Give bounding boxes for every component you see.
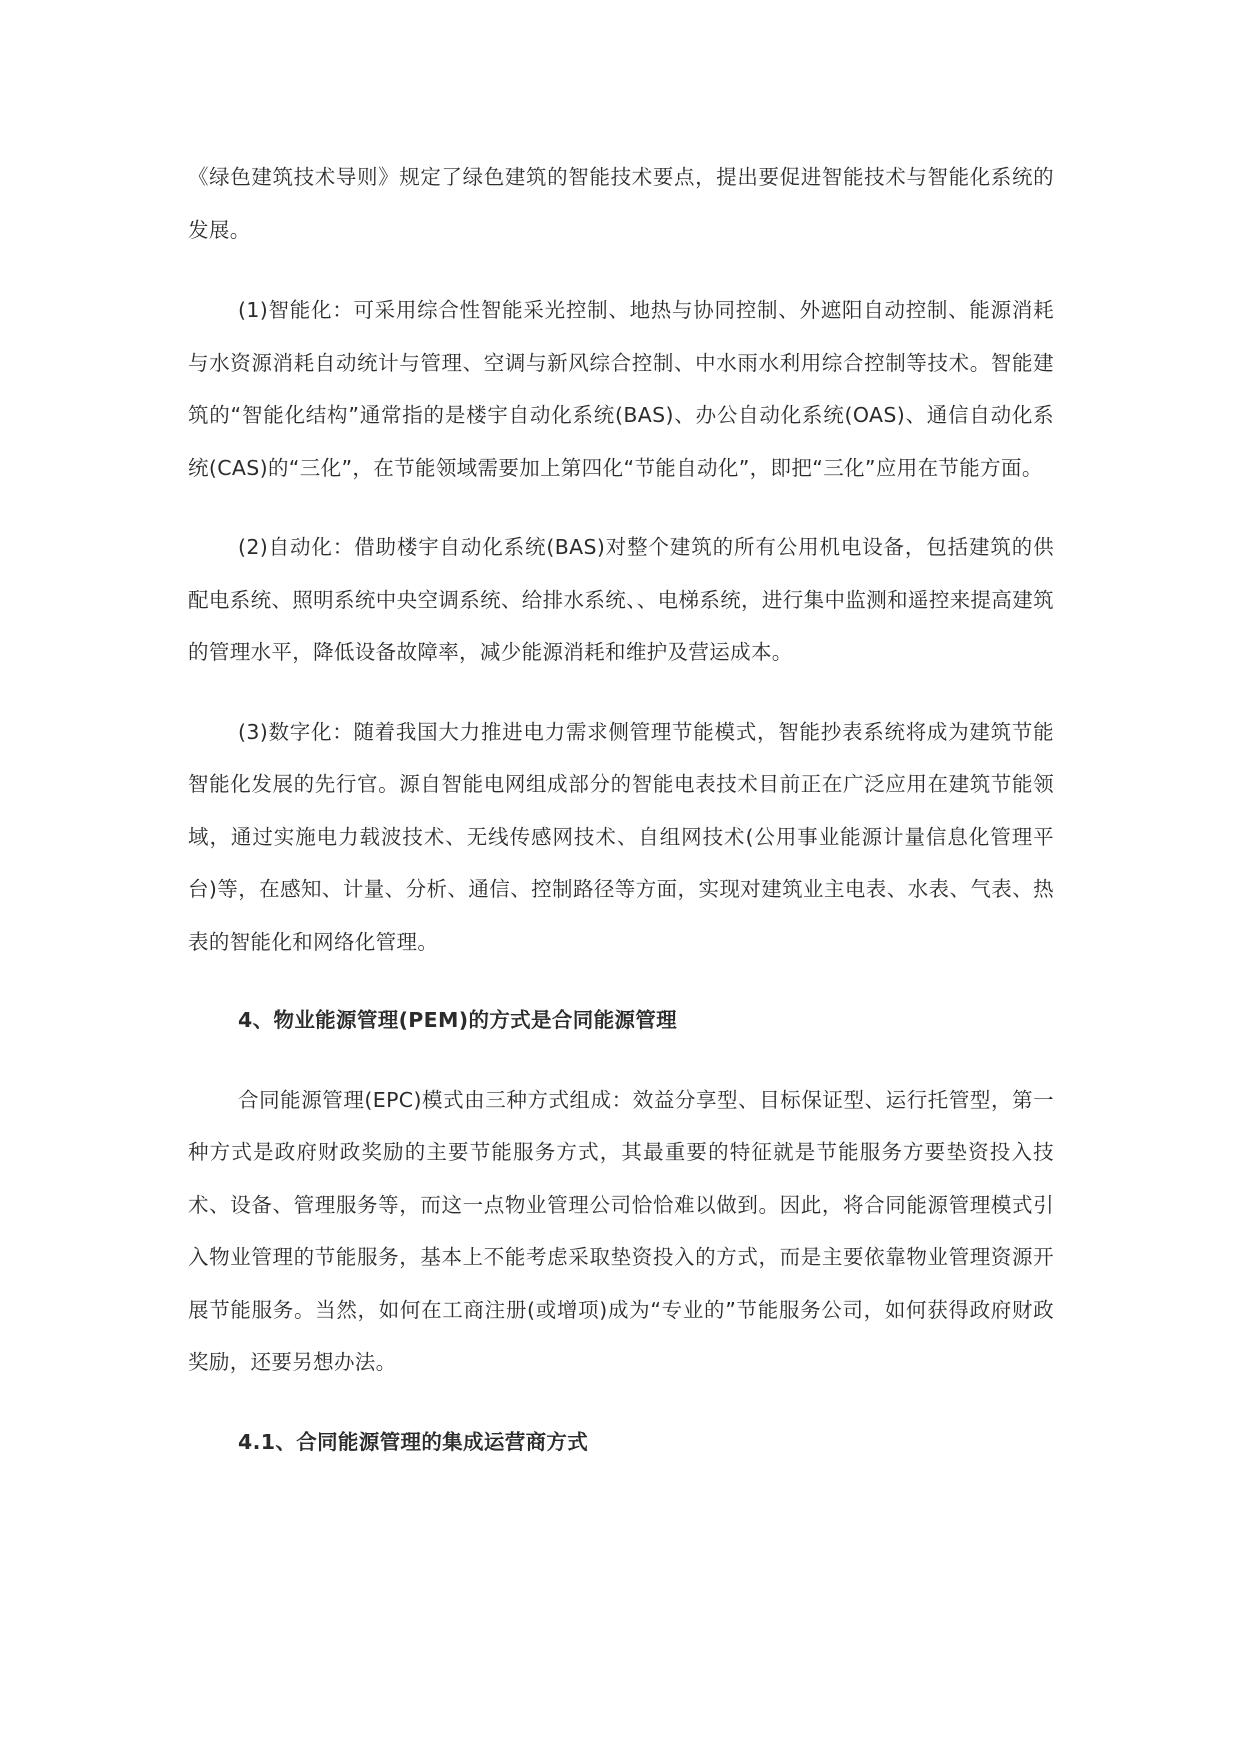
automation-paragraph: (2)自动化：借助楼宇自动化系统(BAS)对整个建筑的所有公用机电设备，包括建筑的供配电系统、照明系统中央空调系统、给排水系统、、电梯系统，进行集中监测和遥控来提高建筑的管理水平，降低设备故障率，减少能源消耗和维护及营运成本。 [188,535,1054,664]
digitalization-paragraph: (3)数字化：随着我国大力推进电力需求侧管理节能模式，智能抄表系统将成为建筑节能智能化发展的先行官。源自智能电网组成部分的智能电表技术目前正在广泛应用在建筑节能领域，通过实施电力载波技术、无线传感网技术、自组网技术(公用事业能源计量信息化管理平台)等，在感知、计量、分析、通信、控制路径等方面，实现对建筑业主电表、水表、气表、热表的智能化和网络化管理。 [188,719,1054,954]
section-heading-4-1: 4.1、合同能源管理的集成运营商方式 [238,1429,589,1454]
intelligence-paragraph: (1)智能化：可采用综合性智能采光控制、地热与协同控制、外遮阳自动控制、能源消耗与水资源消耗自动统计与管理、空调与新风综合控制、中水雨水利用综合控制等技术。智能建筑的“智能化结构”通常指的是楼宇自动化系统(BAS)、办公自动化系统(OAS)、通信自动化系统(CAS)的“三化”，在节能领域需要加上第四化“节能自动化”，即把“三化”应用在节能方面。 [188,298,1054,480]
section-heading-4: 4、物业能源管理(PEM)的方式是合同能源管理 [238,1008,677,1032]
epc-paragraph: 合同能源管理(EPC)模式由三种方式组成：效益分享型、目标保证型、运行托管型，第一种方式是政府财政奖励的主要节能服务方式，其最重要的特征就是节能服务方要垫资投入技术、设备、管理服务等，而这一点物业管理公司恰恰难以做到。因此，将合同能源管理模式引入物业管理的节能服务，基本上不能考虑采取垫资投入的方式，而是主要依靠物业管理资源开展节能服务。当然，如何在工商注册(或增项)成为“专业的”节能服务公司，如何获得政府财政奖励，还要另想办法。 [188,1087,1054,1374]
document-body [188,151,1054,1468]
intro-paragraph: 《绿色建筑技术导则》规定了绿色建筑的智能技术要点，提出要促进智能技术与智能化系统的发展。 [188,165,1054,242]
